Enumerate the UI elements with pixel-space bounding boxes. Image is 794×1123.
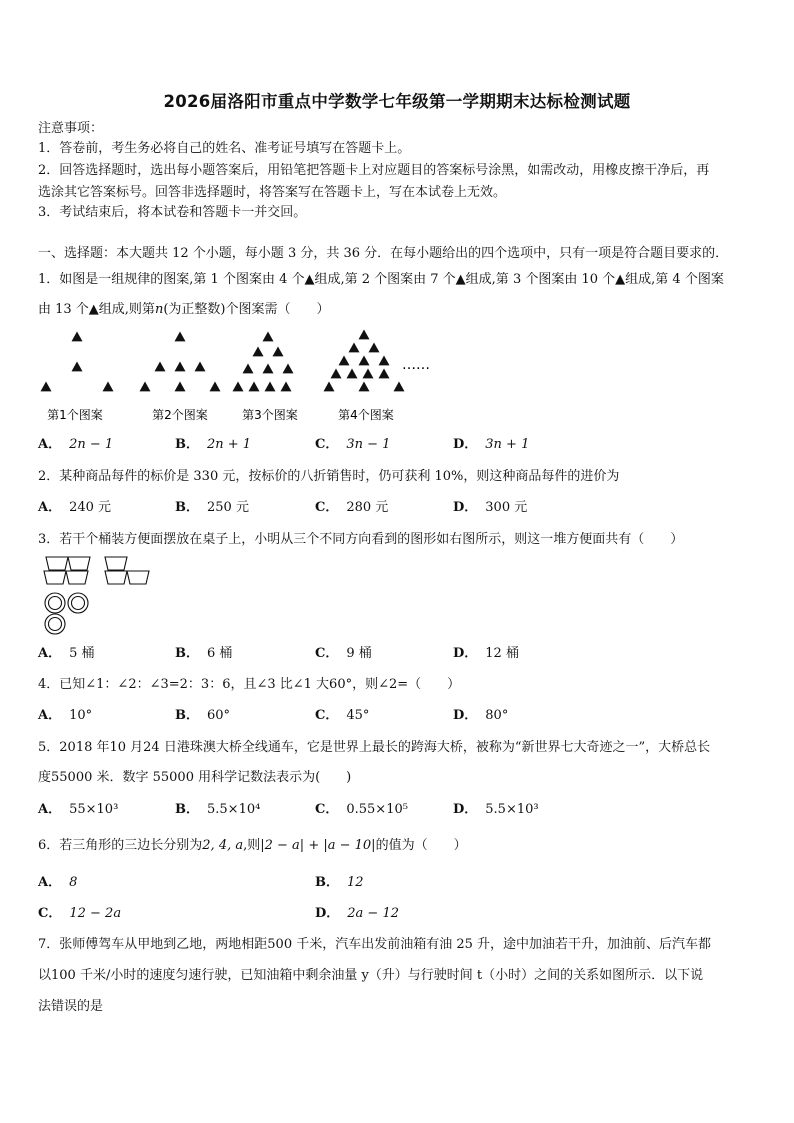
q1-triangle-patterns bbox=[30, 325, 450, 425]
notice-item-1: 1．答卷前，考生务必将自己的姓名、准考证号填写在答题卡上。 bbox=[38, 141, 411, 156]
q6-text-mid: ,则 bbox=[243, 838, 261, 853]
q1-option-d[interactable]: D． 3n + 1 bbox=[453, 437, 530, 452]
q1-pattern3-triangle bbox=[263, 332, 274, 342]
q7-text-line2: 以100 千米/小时的速度匀速行驶，已知油箱中剩余油量 y（升）与行驶时间 t（小时）之间的关系如图所示．以下说 bbox=[38, 968, 704, 983]
q1-pattern4-triangle bbox=[363, 369, 374, 379]
q6-text bbox=[38, 838, 467, 854]
q1-pattern4-triangle bbox=[379, 369, 390, 379]
q1-pattern3-triangle bbox=[253, 347, 264, 357]
q1-pattern2-triangle bbox=[210, 382, 221, 392]
q6-expression: |2 − a| + |a − 10| bbox=[260, 838, 376, 853]
notice-heading: 注意事项： bbox=[38, 121, 104, 136]
q3-option-a[interactable]: A． 5 桶 bbox=[38, 646, 95, 661]
q1-option-b[interactable]: B． 2n + 1 bbox=[175, 437, 252, 452]
q5-option-b[interactable]: B． 5.5×10⁴ bbox=[175, 802, 261, 817]
q1-pattern4-triangle bbox=[359, 382, 370, 392]
q4-text: 4．已知∠1：∠2：∠3=2：3：6，且∠3 比∠1 大60°，则∠2=（ ） bbox=[38, 677, 461, 692]
q1-option-a[interactable]: A． 2n − 1 bbox=[38, 437, 114, 452]
q6-option-d[interactable]: D． 2a − 12 bbox=[315, 906, 400, 921]
q4-option-b[interactable]: B． 60° bbox=[175, 708, 231, 723]
exam-title: 2026届洛阳市重点中学数学七年级第一学期期末达标检测试题 bbox=[163, 92, 631, 111]
q1-pattern4-triangle bbox=[359, 330, 370, 340]
q1-pattern4-triangle bbox=[331, 369, 342, 379]
q6-option-a[interactable]: A． 8 bbox=[38, 875, 78, 890]
notice-item-3: 3．考试结束后，将本试卷和答题卡一并交回。 bbox=[38, 205, 307, 220]
q1-pattern3-triangle bbox=[273, 347, 284, 357]
q1-variable-n: n bbox=[154, 302, 164, 317]
q5-option-d[interactable]: D． 5.5×10³ bbox=[453, 802, 539, 817]
q1-text-line2 bbox=[38, 302, 329, 318]
q3-option-b[interactable]: B． 6 桶 bbox=[175, 646, 233, 661]
q2-option-c[interactable]: C． 280 元 bbox=[315, 500, 389, 515]
q1-caption-2: 第2个图案 bbox=[152, 408, 208, 422]
q3-option-d[interactable]: D． 12 桶 bbox=[453, 646, 519, 661]
q1-pattern3-triangle bbox=[233, 382, 244, 392]
q3-three-views-figure bbox=[38, 552, 168, 638]
q1-pattern2-triangle bbox=[195, 362, 206, 372]
q1-pattern4-triangle bbox=[369, 343, 380, 353]
q5-option-a[interactable]: A． 55×10³ bbox=[38, 802, 119, 817]
q1-pattern2-triangle bbox=[175, 382, 186, 392]
q1-pattern1-triangle bbox=[41, 382, 52, 392]
q3-text: 3．若干个桶装方便面摆放在桌子上，小明从三个不同方向看到的图形如右图所示，则这一堆方便面共有（ ） bbox=[38, 532, 684, 547]
q1-pattern3-triangle bbox=[281, 382, 292, 392]
q1-pattern4-triangle bbox=[379, 356, 390, 366]
q4-option-d[interactable]: D． 80° bbox=[453, 708, 509, 723]
q2-option-a[interactable]: A． 240 元 bbox=[38, 500, 112, 515]
q2-option-d[interactable]: D． 300 元 bbox=[453, 500, 528, 515]
section-heading: 一、选择题：本大题共 12 个小题，每小题 3 分，共 36 分．在每小题给出的四个选项中，只有一项是符合题目要求的． bbox=[38, 246, 729, 261]
q6-option-c[interactable]: C． 12 − 2a bbox=[38, 906, 122, 921]
q1-pattern4-triangle bbox=[394, 382, 405, 392]
notice-item-2-cont: 选涂其它答案标号。回答非选择题时，将答案写在答题卡上，写在本试卷上无效。 bbox=[38, 185, 507, 200]
q6-sides: 2, 4, a bbox=[202, 838, 244, 853]
q1-pattern3-triangle bbox=[249, 382, 260, 392]
q7-text-line3: 法错误的是 bbox=[38, 999, 104, 1014]
q1-pattern4-triangle bbox=[347, 369, 358, 379]
q3-option-c[interactable]: C． 9 桶 bbox=[315, 646, 372, 661]
q1-option-c[interactable]: C． 3n − 1 bbox=[315, 437, 391, 452]
q1-pattern3-triangle bbox=[283, 364, 294, 374]
q5-text-line2: 度55000 米．数字 55000 用科学记数法表示为( ) bbox=[38, 770, 352, 785]
q1-caption-1: 第1个图案 bbox=[47, 408, 103, 422]
q1-pattern2-triangle bbox=[140, 382, 151, 392]
q1-pattern2-triangle bbox=[155, 362, 166, 372]
q1-pattern3-triangle bbox=[243, 364, 254, 374]
q6-option-b[interactable]: B． 12 bbox=[315, 875, 364, 890]
q4-option-a[interactable]: A． 10° bbox=[38, 708, 93, 723]
q1-pattern3-triangle bbox=[265, 382, 276, 392]
q1-ellipsis: …… bbox=[402, 357, 430, 373]
q1-pattern4-triangle bbox=[359, 356, 370, 366]
q2-text: 2．某种商品每件的标价是 330 元，按标价的八折销售时，仍可获利 10%，则这种商品每件的进价为 bbox=[38, 469, 620, 484]
q1-caption-4: 第4个图案 bbox=[338, 408, 394, 422]
q6-text-post: 的值为（ ） bbox=[375, 838, 467, 853]
q1-text-line2b: (为正整数)个图案需（ ） bbox=[163, 302, 330, 317]
q7-text-line1: 7．张师傅驾车从甲地到乙地，两地相距500 千米，汽车出发前油箱有油 25 升，途中加油若干升，加油前、后汽车都 bbox=[38, 937, 712, 952]
q6-text-pre: 6．若三角形的三边长分别为 bbox=[38, 838, 203, 853]
q5-text-line1: 5．2018 年10 月24 日港珠澳大桥全线通车，它是世界上最长的跨海大桥，被称为“新世界七大奇迹之一”，大桥总长 bbox=[38, 740, 711, 755]
q1-caption-3: 第3个图案 bbox=[242, 408, 298, 422]
q1-pattern4-triangle bbox=[324, 382, 335, 392]
notice-item-2: 2．回答选择题时，选出每小题答案后，用铅笔把答题卡上对应题目的答案标号涂黑，如需改动，用橡皮擦干净后，再 bbox=[38, 163, 710, 178]
q1-pattern2-triangle bbox=[175, 332, 186, 342]
q4-option-c[interactable]: C． 45° bbox=[315, 708, 370, 723]
q5-option-c[interactable]: C． 0.55×10⁵ bbox=[315, 802, 408, 817]
q1-pattern3-triangle bbox=[263, 364, 274, 374]
q1-text-line1: 1．如图是一组规律的图案,第 1 个图案由 4 个▲组成,第 2 个图案由 7 个▲组成,第 3 个图案由 10 个▲组成,第 4 个图案 bbox=[38, 272, 724, 287]
q1-pattern1-triangle bbox=[103, 382, 114, 392]
q2-option-b[interactable]: B． 250 元 bbox=[175, 500, 249, 515]
q1-pattern4-triangle bbox=[339, 356, 350, 366]
q1-pattern4-triangle bbox=[349, 343, 360, 353]
q1-pattern1-triangle bbox=[72, 332, 83, 342]
q1-pattern1-triangle bbox=[72, 362, 83, 372]
q1-pattern2-triangle bbox=[175, 362, 186, 372]
q1-text-line2a: 由 13 个▲组成,则第 bbox=[38, 302, 155, 317]
